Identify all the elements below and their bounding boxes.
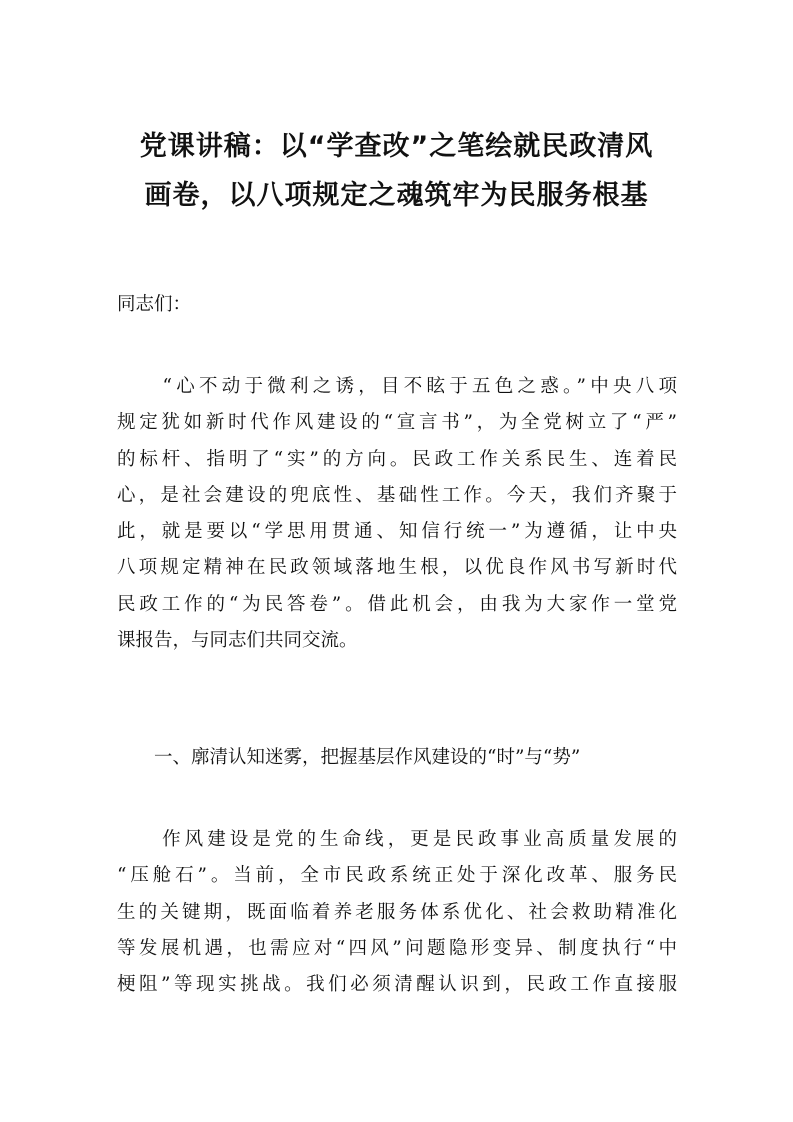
paragraph-line: 八项规定精神在民政领域落地生根，以优良作风书写新时代 (117, 557, 677, 579)
paragraph-line: 梗阻”等现实挑战。我们必须清醒认识到，民政工作直接服 (117, 974, 677, 996)
paragraph-line: 规定犹如新时代作风建设的“宣言书”，为全党树立了“严” (117, 412, 677, 434)
paragraph-line: “心不动于微利之诱，目不眩于五色之惑。”中央八项 (117, 376, 677, 397)
paragraph-line: 民政工作的“为民答卷”。借此机会，由我为大家作一堂党 (117, 593, 677, 615)
paragraph-line: 此，就是要以“学思用贯通、知信行统一”为遵循，让中央 (117, 521, 677, 543)
section-heading (117, 740, 677, 776)
title-line-2: 画卷，以八项规定之魂筑牢为民服务根基 (144, 180, 649, 211)
paragraph-line: 作风建设是党的生命线，更是民政事业高质量发展的 (117, 829, 677, 850)
paragraph-intro (117, 369, 677, 659)
paragraph-line: 课报告，与同志们共同交流。 (117, 630, 358, 652)
paragraph-line: “压舱石”。当前，全市民政系统正处于深化改革、服务民 (117, 865, 677, 887)
salutation-text: 同志们： (117, 294, 192, 315)
paragraph-line: 心，是社会建设的兜底性、基础性工作。今天，我们齐聚于 (117, 484, 677, 506)
title-line-1: 党课讲稿：以“学查改”之笔绘就民政清风 (139, 131, 654, 162)
paragraph-line: 等发展机遇，也需应对“四风”问题隐形变异、制度执行“中 (117, 937, 677, 959)
salutation (117, 287, 677, 323)
paragraph-section-1 (117, 822, 677, 1003)
paragraph-line: 生的关键期，既面临着养老服务体系优化、社会救助精准化 (117, 901, 677, 923)
document-title (100, 122, 693, 220)
paragraph-line: 的标杆、指明了“实”的方向。民政工作关系民生、连着民 (117, 448, 677, 470)
section-heading-text: 一、廓清认知迷雾，把握基层作风建设的“时”与“势” (117, 747, 581, 768)
